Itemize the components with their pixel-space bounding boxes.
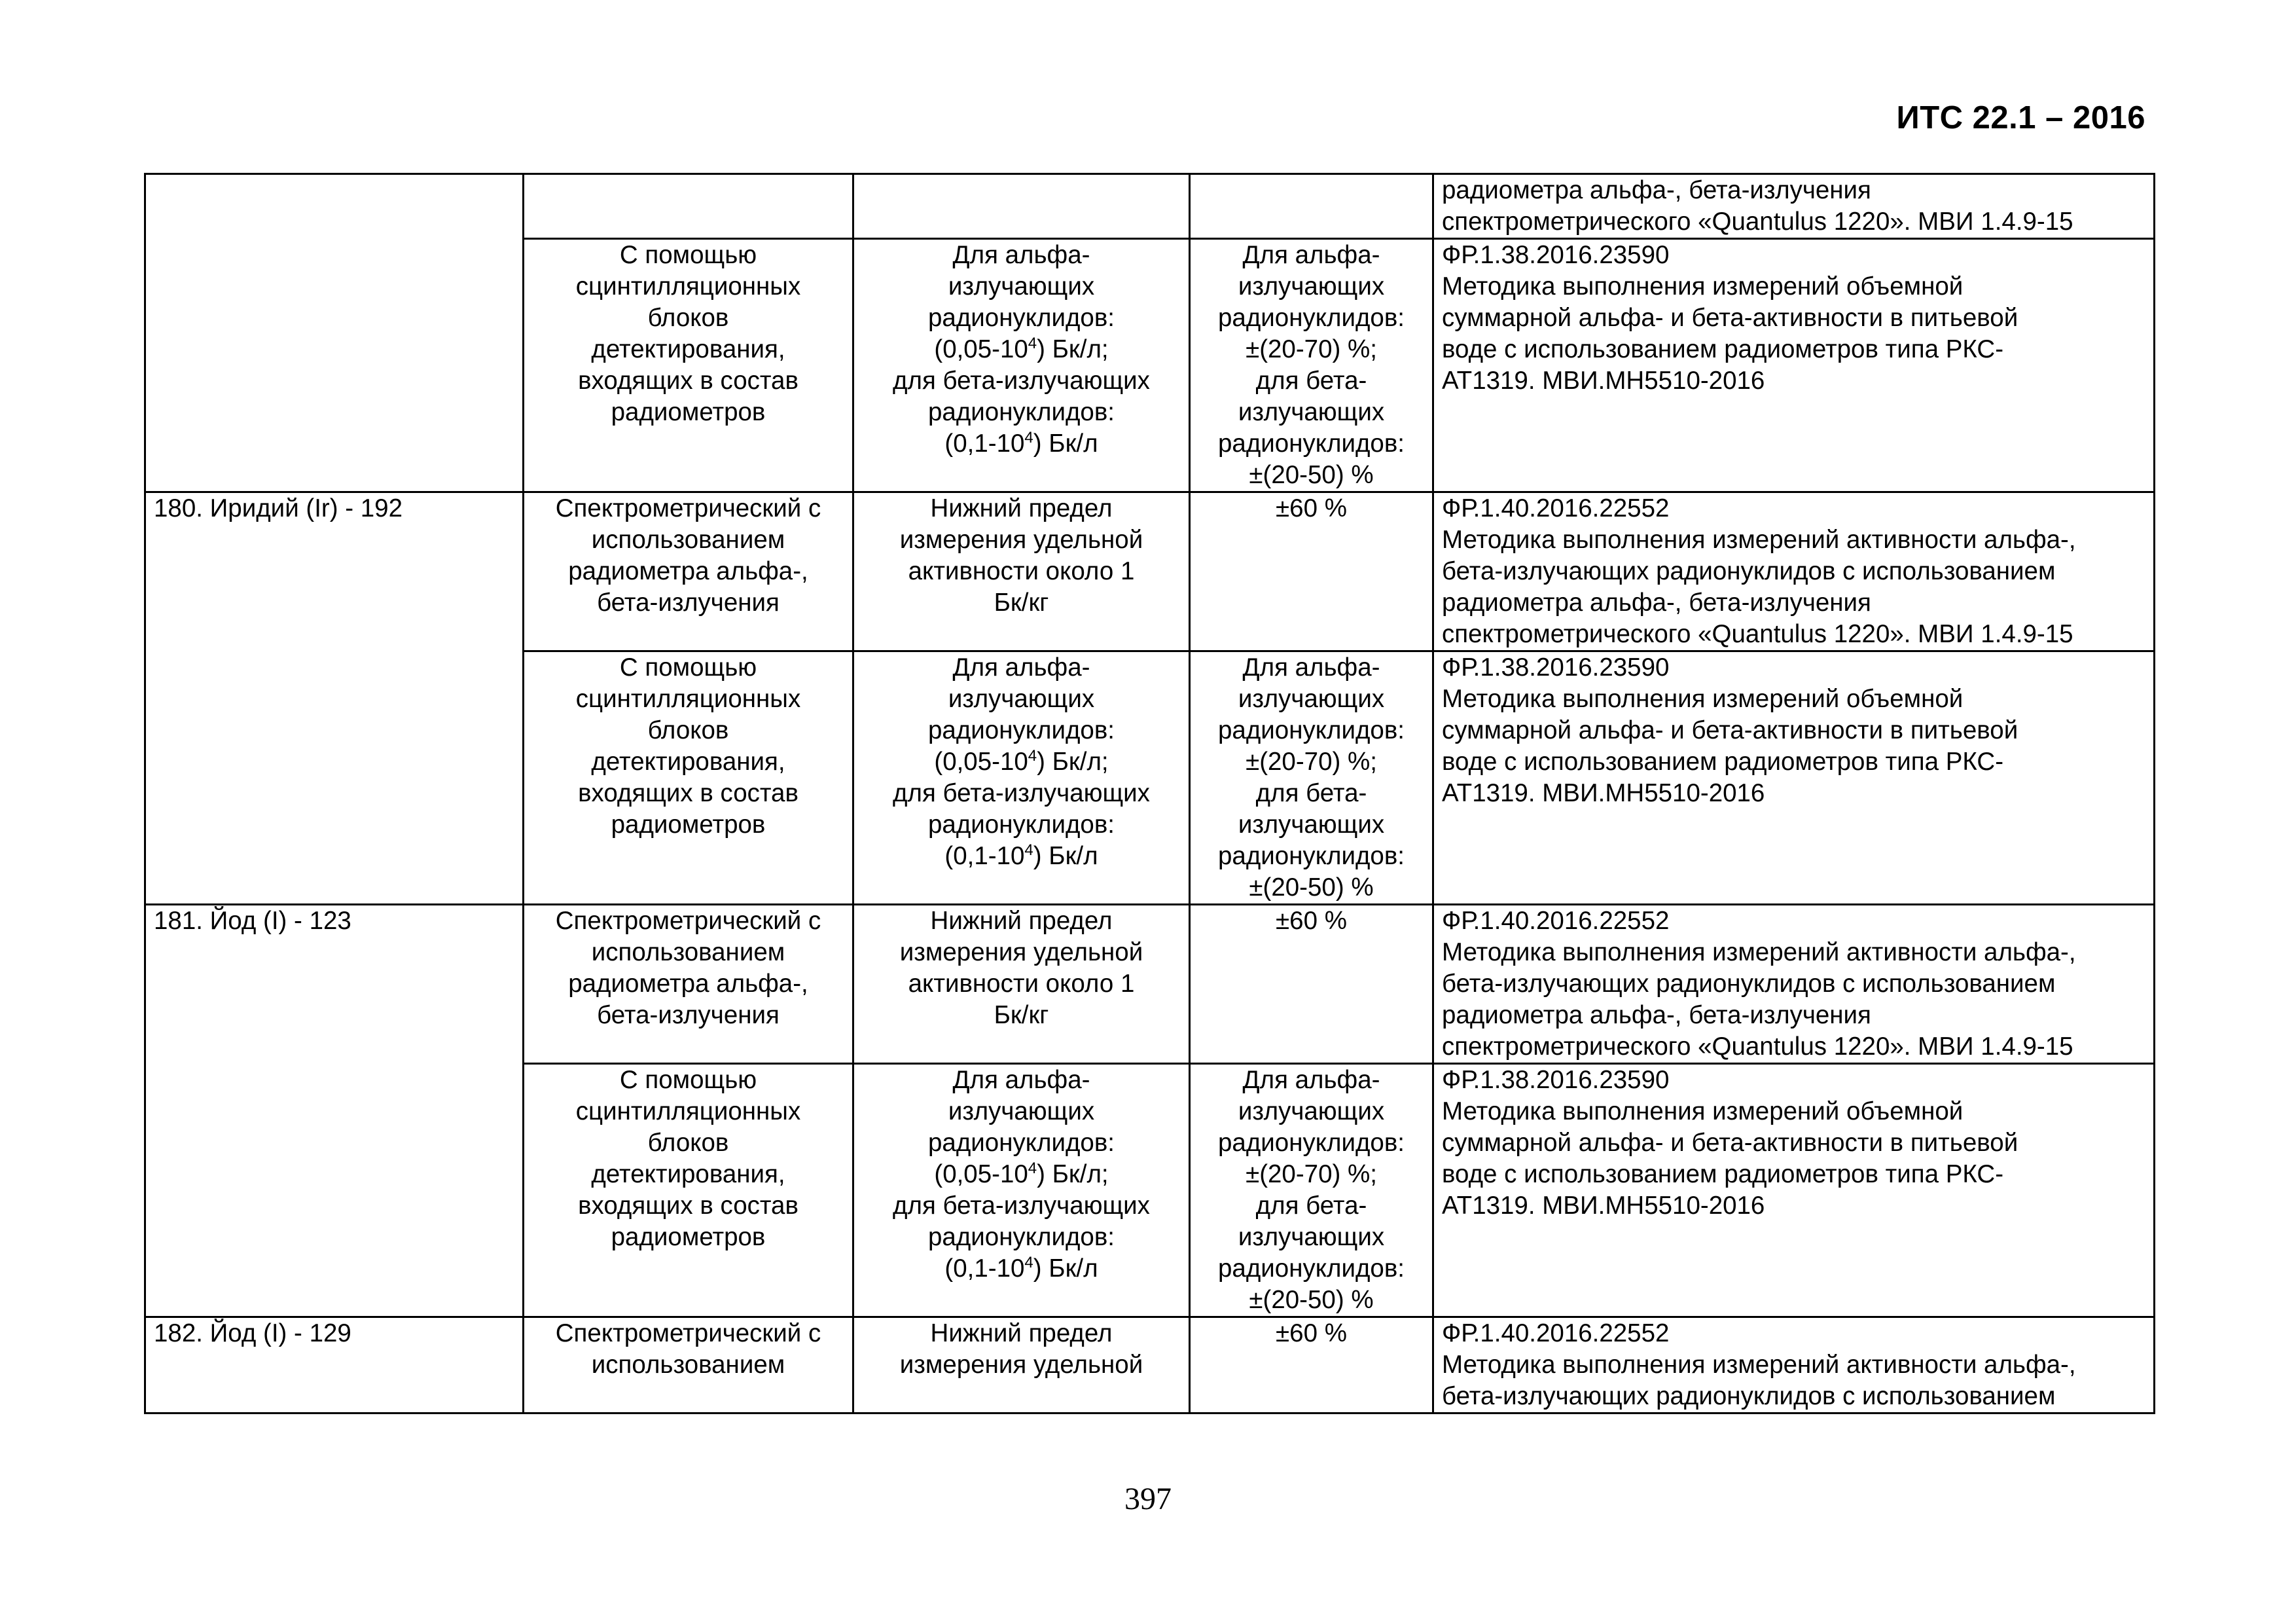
error-cell <box>1190 651 1433 905</box>
line-part: ) Бк/л <box>1033 429 1098 458</box>
cell-line <box>862 240 1181 271</box>
cell-line: сцинтилляционных <box>575 1097 801 1125</box>
cell-line: радионуклидов: <box>1218 1129 1405 1157</box>
line-part: излучающих <box>948 1097 1095 1125</box>
error-cell <box>1190 1317 1433 1413</box>
carryover-row <box>145 174 2155 239</box>
cell-line: ФР.1.38.2016.23590 <box>1442 241 1670 269</box>
cell-line <box>862 271 1181 302</box>
substance-row <box>145 1317 2155 1413</box>
methods-table <box>144 173 2155 1414</box>
line-part: ) Бк/л <box>1033 842 1098 870</box>
cell-line: радиометра альфа-, <box>568 970 808 998</box>
line-part: (0,1-10 <box>944 429 1025 458</box>
doc-cell <box>1433 905 2155 1064</box>
substance-name: 182. Йод (I) - 129 <box>145 1317 524 1413</box>
cell-line: бета-излучающих радионуклидов с использованием <box>1442 970 2056 998</box>
cell-line <box>862 809 1181 841</box>
cell-line: ФР.1.38.2016.23590 <box>1442 1066 1670 1094</box>
cell-line: излучающих <box>1238 1097 1385 1125</box>
cell-line: блоков <box>647 716 729 744</box>
cell-line: для бета- <box>1255 367 1367 395</box>
cell-line: радиометра альфа-, <box>568 557 808 585</box>
cell-line: Методика выполнения измерений активности альфа-, <box>1442 526 2076 554</box>
substance-row <box>145 492 2155 651</box>
range-cell <box>853 651 1190 905</box>
line-part: радионуклидов: <box>928 1223 1115 1251</box>
cell-line: ±(20-50) % <box>1249 1286 1374 1314</box>
cell-line: радиометров <box>611 398 766 426</box>
cell-line: спектрометрического «Quantulus 1220». МВИ 1.4.9-15 <box>1442 620 2073 648</box>
cell-line <box>862 1222 1181 1253</box>
superscript: 4 <box>1024 841 1033 859</box>
superscript: 4 <box>1024 1254 1033 1271</box>
method-cell <box>524 905 853 1064</box>
cell-line: Спектрометрический с <box>555 1319 821 1347</box>
cell-line: Бк/кг <box>994 1001 1049 1029</box>
cell-line: радионуклидов: <box>1218 716 1405 744</box>
cell-line: ±(20-70) %; <box>1246 335 1377 363</box>
cell-line: Для альфа- <box>1242 653 1380 682</box>
line-part: для бета-излучающих <box>893 367 1150 395</box>
cell-line: воде с использованием радиометров типа РКС- <box>1442 1160 2004 1188</box>
cell-line <box>862 652 1181 684</box>
doc-cell <box>1433 174 2155 239</box>
cell-line: бета-излучающих радионуклидов с использованием <box>1442 557 2056 585</box>
cell-line: блоков <box>647 304 729 332</box>
doc-cell <box>1433 239 2155 492</box>
cell-line: Для альфа- <box>1242 1066 1380 1094</box>
cell-line: измерения удельной <box>899 938 1143 966</box>
line-part: (0,1-10 <box>944 842 1025 870</box>
cell-line: Бк/кг <box>994 589 1049 617</box>
cell-line: АТ1319. МВИ.МН5510-2016 <box>1442 1192 1765 1220</box>
cell-line: использованием <box>591 526 785 554</box>
cell-line <box>862 1127 1181 1159</box>
line-part: для бета-излучающих <box>893 1192 1150 1220</box>
error-cell <box>1190 905 1433 1064</box>
line-part: ) Бк/л; <box>1037 1160 1109 1188</box>
cell-line: блоков <box>647 1129 729 1157</box>
cell-line: АТ1319. МВИ.МН5510-2016 <box>1442 367 1765 395</box>
superscript: 4 <box>1028 335 1037 352</box>
error-cell <box>1190 239 1433 492</box>
cell-line: ±(20-70) %; <box>1246 1160 1377 1188</box>
line-part: (0,05-10 <box>934 1160 1028 1188</box>
line-part: Для альфа- <box>952 1066 1090 1094</box>
cell-line: ±(20-70) %; <box>1246 748 1377 776</box>
line-part: ) Бк/л; <box>1037 748 1109 776</box>
cell-line: Методика выполнения измерений объемной <box>1442 1097 1964 1125</box>
cell-line: Нижний предел <box>930 1319 1113 1347</box>
cell-line <box>862 1096 1181 1127</box>
superscript: 4 <box>1024 429 1033 447</box>
cell-line <box>862 334 1181 365</box>
page-number: 397 <box>1124 1482 1172 1516</box>
method-cell <box>524 1064 853 1317</box>
range-cell <box>853 905 1190 1064</box>
cell-line: ФР.1.40.2016.22552 <box>1442 1319 1670 1347</box>
cell-line: Спектрометрический с <box>555 907 821 935</box>
method-cell <box>524 651 853 905</box>
cell-line: бета-излучающих радионуклидов с использованием <box>1442 1382 2056 1410</box>
cell-line: Методика выполнения измерений активности альфа-, <box>1442 1351 2076 1379</box>
cell-line: использованием <box>591 938 785 966</box>
range-cell <box>853 239 1190 492</box>
cell-line: детектирования, <box>591 335 785 363</box>
cell-line: ±(20-50) % <box>1249 461 1374 489</box>
method-cell <box>524 239 853 492</box>
cell-line: радиометров <box>611 811 766 839</box>
line-part: радионуклидов: <box>928 304 1115 332</box>
cell-line: спектрометрического «Quantulus 1220». МВИ 1.4.9-15 <box>1442 1032 2073 1061</box>
substance-cell-continued <box>145 174 524 492</box>
cell-line <box>862 746 1181 778</box>
cell-line: детектирования, <box>591 1160 785 1188</box>
cell-line: радиометра альфа-, бета-излучения <box>1442 1001 1871 1029</box>
cell-line: входящих в состав <box>578 1192 798 1220</box>
cell-line: радионуклидов: <box>1218 1254 1405 1283</box>
line-part: излучающих <box>948 272 1095 301</box>
cell-line: измерения удельной <box>899 526 1143 554</box>
cell-line: ФР.1.40.2016.22552 <box>1442 907 1670 935</box>
superscript: 4 <box>1028 1159 1037 1177</box>
cell-line: радиометра альфа-, бета-излучения <box>1442 589 1871 617</box>
cell-line: излучающих <box>1238 398 1385 426</box>
cell-line <box>862 365 1181 397</box>
cell-line: Нижний предел <box>930 494 1113 522</box>
cell-line: радионуклидов: <box>1218 304 1405 332</box>
cell-line <box>862 1065 1181 1096</box>
cell-line: ±60 % <box>1276 494 1347 522</box>
doc-cell <box>1433 1064 2155 1317</box>
cell-line <box>862 715 1181 746</box>
cell-line <box>862 1190 1181 1222</box>
line-part: Для альфа- <box>952 653 1090 682</box>
cell-line: суммарной альфа- и бета-активности в питьевой <box>1442 716 2018 744</box>
cell-line: бета-излучения <box>597 1001 780 1029</box>
cell-line: Нижний предел <box>930 907 1113 935</box>
range-cell <box>853 1317 1190 1413</box>
method-cell <box>524 492 853 651</box>
line-part: для бета-излучающих <box>893 779 1150 807</box>
cell-line: суммарной альфа- и бета-активности в питьевой <box>1442 304 2018 332</box>
cell-line: излучающих <box>1238 272 1385 301</box>
cell-line <box>862 1159 1181 1190</box>
cell-line: использованием <box>591 1351 785 1379</box>
cell-line: активности около 1 <box>908 557 1135 585</box>
line-part: радионуклидов: <box>928 1129 1115 1157</box>
method-cell <box>524 1317 853 1413</box>
document-header: ИТС 22.1 – 2016 <box>1896 100 2145 136</box>
cell-line: входящих в состав <box>578 779 798 807</box>
cell-line: ФР.1.40.2016.22552 <box>1442 494 1670 522</box>
cell-line: С помощью <box>619 653 757 682</box>
cell-line: ±(20-50) % <box>1249 873 1374 902</box>
cell-line: радионуклидов: <box>1218 842 1405 870</box>
cell-line: суммарной альфа- и бета-активности в питьевой <box>1442 1129 2018 1157</box>
line-part: радионуклидов: <box>928 716 1115 744</box>
cell-line: воде с использованием радиометров типа РКС- <box>1442 335 2004 363</box>
doc-cell <box>1433 1317 2155 1413</box>
cell-line: ФР.1.38.2016.23590 <box>1442 653 1670 682</box>
cell-line <box>862 302 1181 334</box>
cell-line: для бета- <box>1255 1192 1367 1220</box>
line-part: ) Бк/л; <box>1037 335 1109 363</box>
cell-line: излучающих <box>1238 811 1385 839</box>
superscript: 4 <box>1028 747 1037 765</box>
cell-line: ±60 % <box>1276 1319 1347 1347</box>
line-part: (0,05-10 <box>934 335 1028 363</box>
cell-line: Для альфа- <box>1242 241 1380 269</box>
substance-name: 181. Йод (I) - 123 <box>145 905 524 1317</box>
cell-line: радиометра альфа-, бета-излучения <box>1442 176 1871 204</box>
doc-cell <box>1433 492 2155 651</box>
range-cell <box>853 1064 1190 1317</box>
cell-line <box>862 1253 1181 1285</box>
error-cell <box>1190 492 1433 651</box>
cell-line <box>862 684 1181 715</box>
cell-line <box>862 841 1181 872</box>
substance-row <box>145 905 2155 1064</box>
cell-line: сцинтилляционных <box>575 685 801 713</box>
doc-cell <box>1433 651 2155 905</box>
substance-name: 180. Иридий (Ir) - 192 <box>145 492 524 905</box>
cell-line: для бета- <box>1255 779 1367 807</box>
cell-line: Методика выполнения измерений объемной <box>1442 272 1964 301</box>
line-part: радионуклидов: <box>928 811 1115 839</box>
cell-line: измерения удельной <box>899 1351 1143 1379</box>
cell-line: С помощью <box>619 241 757 269</box>
cell-line <box>862 397 1181 428</box>
cell-line: сцинтилляционных <box>575 272 801 301</box>
line-part: ) Бк/л <box>1033 1254 1098 1283</box>
range-cell <box>853 492 1190 651</box>
line-part: излучающих <box>948 685 1095 713</box>
cell-line: АТ1319. МВИ.МН5510-2016 <box>1442 779 1765 807</box>
error-cell <box>1190 1064 1433 1317</box>
cell-line: ±60 % <box>1276 907 1347 935</box>
cell-line: Спектрометрический с <box>555 494 821 522</box>
line-part: (0,1-10 <box>944 1254 1025 1283</box>
line-part: (0,05-10 <box>934 748 1028 776</box>
cell-line: Методика выполнения измерений объемной <box>1442 685 1964 713</box>
cell-line: детектирования, <box>591 748 785 776</box>
cell-line: Методика выполнения измерений активности альфа-, <box>1442 938 2076 966</box>
cell-line <box>862 428 1181 460</box>
cell-line: спектрометрического «Quantulus 1220». МВИ 1.4.9-15 <box>1442 208 2073 236</box>
cell-line: входящих в состав <box>578 367 798 395</box>
cell-line <box>862 778 1181 809</box>
line-part: радионуклидов: <box>928 398 1115 426</box>
cell-line: радионуклидов: <box>1218 429 1405 458</box>
cell-line: бета-излучения <box>597 589 780 617</box>
cell-line: воде с использованием радиометров типа РКС- <box>1442 748 2004 776</box>
cell-line: излучающих <box>1238 685 1385 713</box>
line-part: Для альфа- <box>952 241 1090 269</box>
cell-line: радиометров <box>611 1223 766 1251</box>
cell-line: С помощью <box>619 1066 757 1094</box>
cell-line: излучающих <box>1238 1223 1385 1251</box>
cell-line: активности около 1 <box>908 970 1135 998</box>
